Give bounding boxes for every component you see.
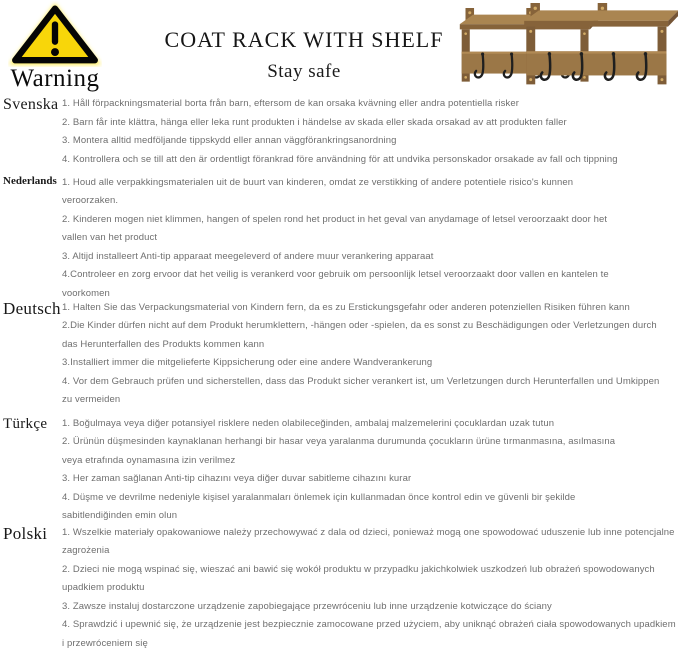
warning-line: 4. Sprawdzić i upewnić się, że urządzenie jest bezpiecznie zamocowane przed użyciem, aby uniknąć obrażeń ciała spowodowanych upadkiem bbox=[62, 616, 679, 635]
warning-line: 2. Kinderen mogen niet klimmen, hangen of spelen rond het product in het geval van anydamage of letsel veroorzaakt door het bbox=[62, 211, 679, 230]
language-label: Nederlands bbox=[0, 174, 62, 187]
warning-line: 4.Controleer en zorg ervoor dat het veilig is verankerd voor gebruik om persoonlijk letsel veroorzaakt door vallen en kantelen te bbox=[62, 266, 679, 285]
warning-line: voorkomen bbox=[62, 285, 679, 304]
warning-line: 3. Altijd installeert Anti-tip apparaat meegeleverd of andere muur verankering apparaat bbox=[62, 248, 679, 267]
warning-label: Warning bbox=[2, 66, 108, 91]
warning-lines bbox=[62, 299, 679, 410]
language-label: Deutsch bbox=[0, 299, 62, 319]
language-label: Svenska bbox=[0, 95, 62, 114]
warning-line: 1. Boğulmaya veya diğer potansiyel risklere neden olabileceğinden, ambalaj malzemelerini çocuklardan uzak tutun bbox=[62, 415, 679, 434]
coat-rack-product-photo bbox=[454, 0, 678, 95]
warning-sign bbox=[2, 1, 108, 91]
warning-lines bbox=[62, 524, 679, 653]
title-block bbox=[118, 27, 490, 83]
warning-line: 2. Ürünün düşmesinden kaynaklanan herhangi bir hasar veya yaralanma durumunda çocukların ürüne tırmanmasına, asılmasına bbox=[62, 433, 679, 452]
warning-line: vallen van het product bbox=[62, 229, 679, 248]
warning-lines bbox=[62, 174, 679, 304]
warning-line: das Herunterfallen des Produkts kommen kann bbox=[62, 336, 679, 355]
warning-lines bbox=[62, 415, 679, 526]
language-section-polski bbox=[0, 524, 679, 653]
warning-line: 4. Kontrollera och se till att den är ordentligt förankrad före användning för att undvika personskador orsakade av fall och tippning bbox=[62, 151, 679, 170]
header bbox=[0, 0, 679, 95]
warning-line: zagrożenia bbox=[62, 542, 679, 561]
language-label: Polski bbox=[0, 524, 62, 544]
exclamation-bar bbox=[52, 21, 58, 45]
warning-lines bbox=[62, 95, 679, 169]
warning-line: 1. Halten Sie das Verpackungsmaterial von Kindern fern, da es zu Erstickungsgefahr oder anderen potenziellen Risiken führen kann bbox=[62, 299, 679, 318]
warning-line: sabitlendiğinden emin olun bbox=[62, 507, 679, 526]
warning-line: 2. Dzieci nie mogą wspinać się, wieszać ani bawić się wokół produktu w przypadku jakichkolwiek uszkodzeń lub obrażeń spowodowanych bbox=[62, 561, 679, 580]
rack-front bbox=[524, 3, 678, 84]
page-subtitle: Stay safe bbox=[118, 61, 490, 83]
warning-line: veroorzaken. bbox=[62, 192, 679, 211]
warning-line: 4. Düşme ve devrilme nedeniyle kişisel yaralanmaları önlemek için kullanmadan önce kontrol edin ve güvenli bir şekilde bbox=[62, 489, 679, 508]
sections bbox=[0, 95, 679, 653]
warning-line: i przewróceniem się bbox=[62, 635, 679, 653]
warning-line: 4. Vor dem Gebrauch prüfen und sicherstellen, dass das Produkt sicher verankert ist, um Verletzungen durch Herunterfallen und Umkippen bbox=[62, 373, 679, 392]
page-title: COAT RACK WITH SHELF bbox=[118, 27, 490, 53]
language-label: Türkçe bbox=[0, 415, 62, 433]
warning-line: 3. Montera alltid medföljande tippskydd eller annan väggförankringsanordning bbox=[62, 132, 679, 151]
warning-line: 3. Zawsze instaluj dostarczone urządzenie zapobiegające przewróceniu lub inne urządzenie kotwiczące do ściany bbox=[62, 598, 679, 617]
warning-line: 3. Her zaman sağlanan Anti-tip cihazını veya diğer duvar sabitleme cihazını kurar bbox=[62, 470, 679, 489]
language-section-nederlands bbox=[0, 174, 679, 304]
warning-line: 3.Installiert immer die mitgelieferte Kippsicherung oder eine andere Wandverankerung bbox=[62, 354, 679, 373]
language-section-svenska bbox=[0, 95, 679, 169]
warning-line: 1. Wszelkie materiały opakowaniowe należy przechowywać z dala od dzieci, ponieważ mogą one spowodować uduszenie lub inne potencjalne bbox=[62, 524, 679, 543]
warning-line: 1. Houd alle verpakkingsmaterialen uit de buurt van kinderen, omdat ze verstikking of andere potentiele risico's kunnen bbox=[62, 174, 679, 193]
warning-triangle-icon bbox=[8, 1, 102, 67]
warning-line: veya etrafında oynamasına izin verilmez bbox=[62, 452, 679, 471]
warning-line: 2. Barn får inte klättra, hänga eller leka runt produkten i händelse av skada eller skada orsakad av att produkten faller bbox=[62, 114, 679, 133]
exclamation-dot bbox=[51, 48, 59, 56]
warning-line: upadkiem produktu bbox=[62, 579, 679, 598]
warning-line: zu vermeiden bbox=[62, 391, 679, 410]
language-section-türkçe bbox=[0, 415, 679, 526]
warning-line: 1. Håll förpackningsmaterial borta från barn, eftersom de kan orsaka kvävning eller andra potentiella risker bbox=[62, 95, 679, 114]
warning-line: 2.Die Kinder dürfen nicht auf dem Produkt herumklettern, -hängen oder -spielen, da es sonst zu Beschädigungen oder Verletzungen durch bbox=[62, 317, 679, 336]
language-section-deutsch bbox=[0, 299, 679, 410]
